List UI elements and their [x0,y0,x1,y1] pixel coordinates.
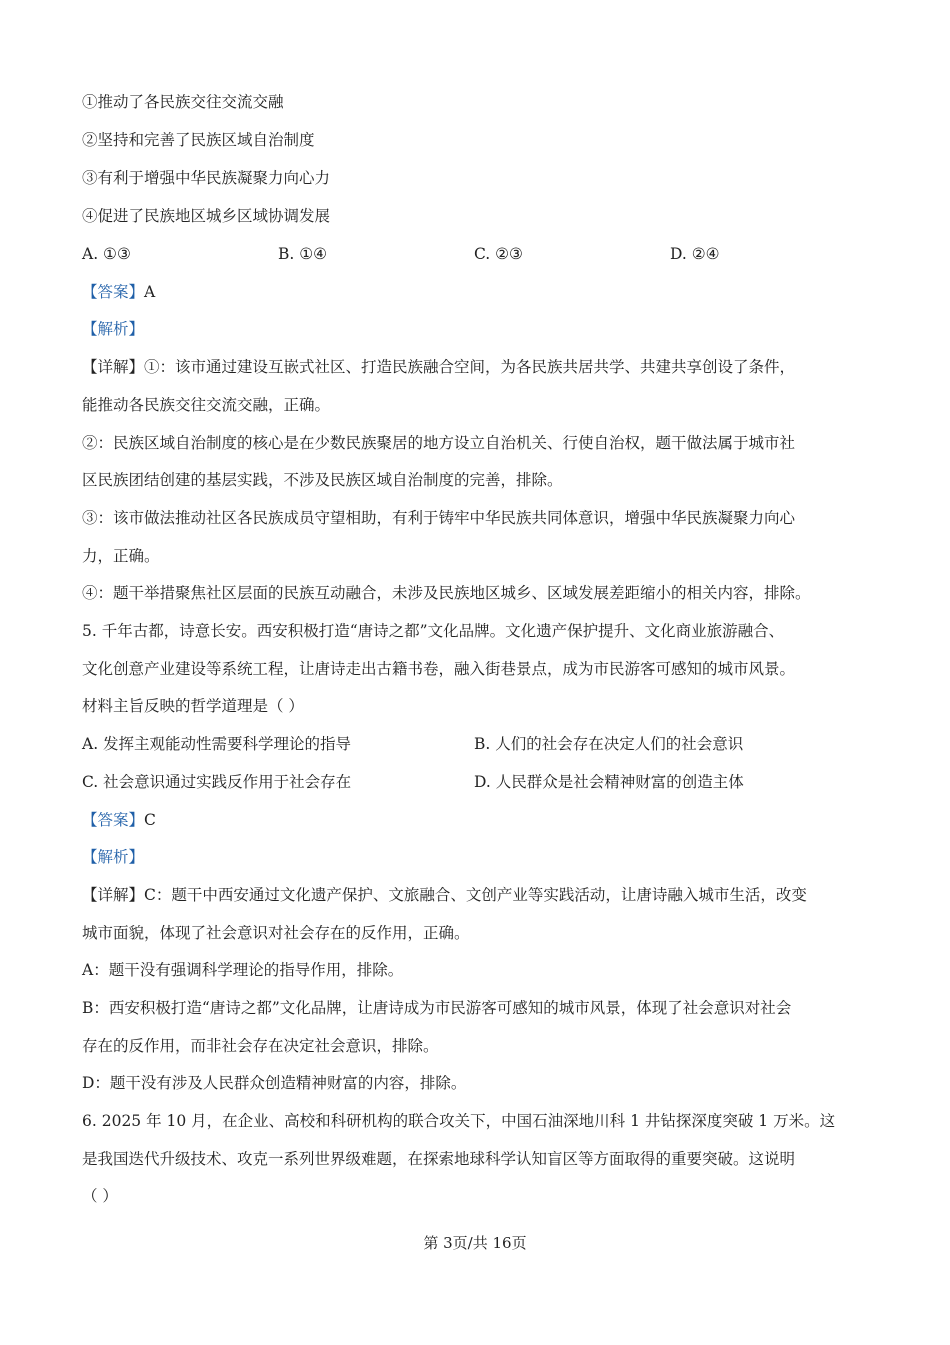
q4-analysis-tag: 【解析】 [82,320,145,338]
detail-tag: 【详解】 [82,886,145,904]
q5-stem-line: 材料主旨反映的哲学道理是（ ） [82,697,304,715]
q4-item-4: ④促进了民族地区城乡区域协调发展 [82,207,331,225]
q5-detail-line: A：题干没有强调科学理论的指导作用，排除。 [82,961,404,979]
q5-analysis-tag: 【解析】 [82,848,145,866]
q4-detail-line: 能推动各民族交往交流交融，正确。 [82,396,331,414]
q5-detail-line: B：西安积极打造“唐诗之都”文化品牌，让唐诗成为市民游客可感知的城市风景，体现了社会意识对社会 [82,999,792,1017]
q4-option-a: A. ①③ [82,245,131,263]
q4-answer [82,281,155,303]
q6-stem-line: 6. 2025 年 10 月，在企业、高校和科研机构的联合攻关下，中国石油深地川科 1 井钻探深度突破 1 万米。这 [82,1112,836,1130]
q4-item-2: ②坚持和完善了民族区域自治制度 [82,131,315,149]
q4-detail-line [82,356,795,378]
q5-option-b: B. 人们的社会存在决定人们的社会意识 [474,735,744,753]
q5-option-c: C. 社会意识通过实践反作用于社会存在 [82,773,352,791]
answer-value: A [144,283,156,301]
q5-detail-line: 城市面貌，体现了社会意识对社会存在的反作用，正确。 [82,924,470,942]
q6-stem-line: 是我国迭代升级技术、攻克一系列世界级难题，在探索地球科学认知盲区等方面取得的重要突破。这说明 [82,1150,796,1168]
detail-tag: 【详解】 [82,358,145,376]
q4-item-1: ①推动了各民族交往交流交融 [82,93,284,111]
q4-detail-line: ③：该市做法推动社区各民族成员守望相助，有利于铸牢中华民族共同体意识，增强中华民族凝聚力向心 [82,509,796,527]
q4-option-b: B. ①④ [278,245,328,263]
q5-detail-line: 存在的反作用，而非社会存在决定社会意识，排除。 [82,1037,439,1055]
q4-detail-line: 力，正确。 [82,547,160,565]
q5-detail-line [82,884,807,906]
answer-tag: 【答案】 [82,811,145,829]
page-footer: 第 3页/共 16页 [423,1234,527,1252]
detail-text: C：题干中西安通过文化遗产保护、文旅融合、文创产业等实践活动，让唐诗融入城市生活，改变 [144,886,807,904]
answer-tag: 【答案】 [82,283,145,301]
q4-option-c: C. ②③ [474,245,523,263]
q5-option-d: D. 人民群众是社会精神财富的创造主体 [474,773,744,791]
q5-stem-line: 5. 千年古都，诗意长安。西安积极打造“唐诗之都”文化品牌。文化遗产保护提升、文化商业旅游融合、 [82,622,785,640]
q4-detail-line: 区民族团结创建的基层实践，不涉及民族区域自治制度的完善，排除。 [82,471,563,489]
q4-detail-line: ②：民族区域自治制度的核心是在少数民族聚居的地方设立自治机关、行使自治权，题干做法属于城市社 [82,434,796,452]
detail-text: ①：该市通过建设互嵌式社区、打造民族融合空间，为各民族共居共学、共建共享创设了条件， [144,358,796,376]
q4-option-d: D. ②④ [670,245,720,263]
q4-detail-line: ④：题干举措聚焦社区层面的民族互动融合，未涉及民族地区城乡、区域发展差距缩小的相关内容，排除。 [82,584,811,602]
q5-stem-line: 文化创意产业建设等系统工程，让唐诗走出古籍书卷，融入街巷景点，成为市民游客可感知的城市风景。 [82,660,796,678]
q4-item-3: ③有利于增强中华民族凝聚力向心力 [82,169,331,187]
q6-stem-line: （ ） [82,1187,118,1205]
answer-value: C [144,811,156,829]
q5-answer [82,809,156,831]
q5-detail-line: D：题干没有涉及人民群众创造精神财富的内容，排除。 [82,1074,467,1092]
q5-option-a: A. 发挥主观能动性需要科学理论的指导 [82,735,352,753]
